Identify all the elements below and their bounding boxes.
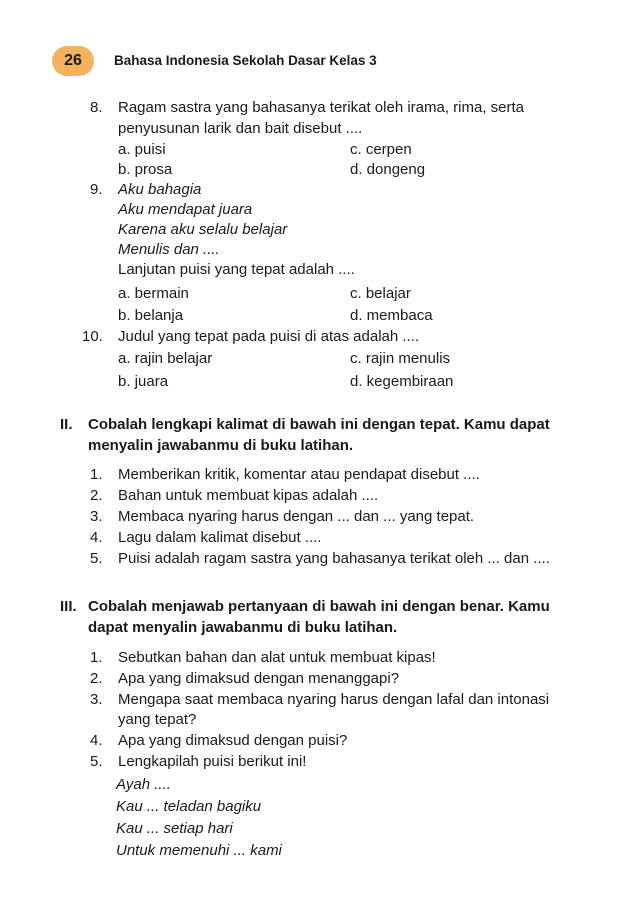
section2-item-number: 2.	[90, 487, 103, 504]
q9-prompt: Lanjutan puisi yang tepat adalah ....	[118, 261, 355, 278]
section3-poem-line: Ayah ....	[116, 776, 171, 793]
section2-item-text: Membaca nyaring harus dengan ... dan ... yang tepat.	[118, 508, 475, 525]
section3-item-text-continued: yang tepat?	[118, 711, 197, 728]
section2-heading-line1: Cobalah lengkapi kalimat di bawah ini dengan tepat. Kamu dapat	[88, 416, 550, 433]
section2-item-number: 1.	[90, 466, 103, 483]
section3-heading-line1: Cobalah menjawab pertanyaan di bawah ini dengan benar. Kamu	[88, 598, 550, 615]
section2-item-text: Bahan untuk membuat kipas adalah ....	[118, 487, 379, 504]
section2-item-number: 4.	[90, 529, 103, 546]
section2-item-text: Memberikan kritik, komentar atau pendapat disebut ....	[118, 466, 480, 483]
page-number: 26	[64, 52, 82, 69]
q10-option-a: a. rajin belajar	[118, 350, 213, 367]
section3-item-text: Apa yang dimaksud dengan puisi?	[118, 732, 348, 749]
q10-number: 10.	[82, 328, 103, 345]
q8-number: 8.	[90, 99, 103, 116]
section2-item-number: 3.	[90, 508, 103, 525]
section2-heading-line2: menyalin jawabanmu di buku latihan.	[88, 437, 354, 454]
q9-poem-line: Menulis dan ....	[118, 241, 220, 258]
section3-heading-line2: dapat menyalin jawabanmu di buku latihan.	[88, 619, 398, 636]
q9-number: 9.	[90, 181, 103, 198]
section2-item-text: Lagu dalam kalimat disebut ....	[118, 529, 322, 546]
section3-item-text: Lengkapilah puisi berikut ini!	[118, 753, 307, 770]
q10-text: Judul yang tepat pada puisi di atas adalah ....	[118, 328, 420, 345]
section3-poem-line: Untuk memenuhi ... kami	[116, 842, 282, 859]
q10-option-d: d. kegembiraan	[350, 373, 454, 390]
q9-option-d: d. membaca	[350, 307, 433, 324]
section3-poem-line: Kau ... teladan bagiku	[116, 798, 262, 815]
q8-option-b: b. prosa	[118, 161, 173, 178]
q10-option-c: c. rajin menulis	[350, 350, 451, 367]
q9-option-a: a. bermain	[118, 285, 189, 302]
q8-text-line2: penyusunan larik dan bait disebut ....	[118, 120, 363, 137]
section3-item-number: 3.	[90, 691, 103, 708]
q8-text-line1: Ragam sastra yang bahasanya terikat oleh irama, rima, serta	[118, 99, 525, 116]
q8-option-d: d. dongeng	[350, 161, 426, 178]
q9-option-c: c. belajar	[350, 285, 411, 302]
section2-item-text: Puisi adalah ragam sastra yang bahasanya terikat oleh ... dan ....	[118, 550, 550, 567]
section3-item-number: 2.	[90, 670, 103, 687]
section2-item-number: 5.	[90, 550, 103, 567]
section2-numeral: II.	[60, 416, 73, 433]
section3-poem-line: Kau ... setiap hari	[116, 820, 233, 837]
page-number-badge	[52, 46, 94, 76]
q10-option-b: b. juara	[118, 373, 169, 390]
section3-item-text: Apa yang dimaksud dengan menanggapi?	[118, 670, 400, 687]
section3-numeral: III.	[60, 598, 77, 615]
section3-item-number: 4.	[90, 732, 103, 749]
book-title: Bahasa Indonesia Sekolah Dasar Kelas 3	[114, 53, 377, 68]
section3-item-text: Sebutkan bahan dan alat untuk membuat kipas!	[118, 649, 436, 666]
section3-item-text: Mengapa saat membaca nyaring harus dengan lafal dan intonasi	[118, 691, 550, 708]
q8-option-a: a. puisi	[118, 141, 166, 158]
q9-poem-line: Aku mendapat juara	[118, 201, 253, 218]
q9-option-b: b. belanja	[118, 307, 184, 324]
section3-item-number: 1.	[90, 649, 103, 666]
section3-item-number: 5.	[90, 753, 103, 770]
q8-option-c: c. cerpen	[350, 141, 412, 158]
q9-poem-line: Karena aku selalu belajar	[118, 221, 288, 238]
q9-poem-line: Aku bahagia	[118, 181, 202, 198]
